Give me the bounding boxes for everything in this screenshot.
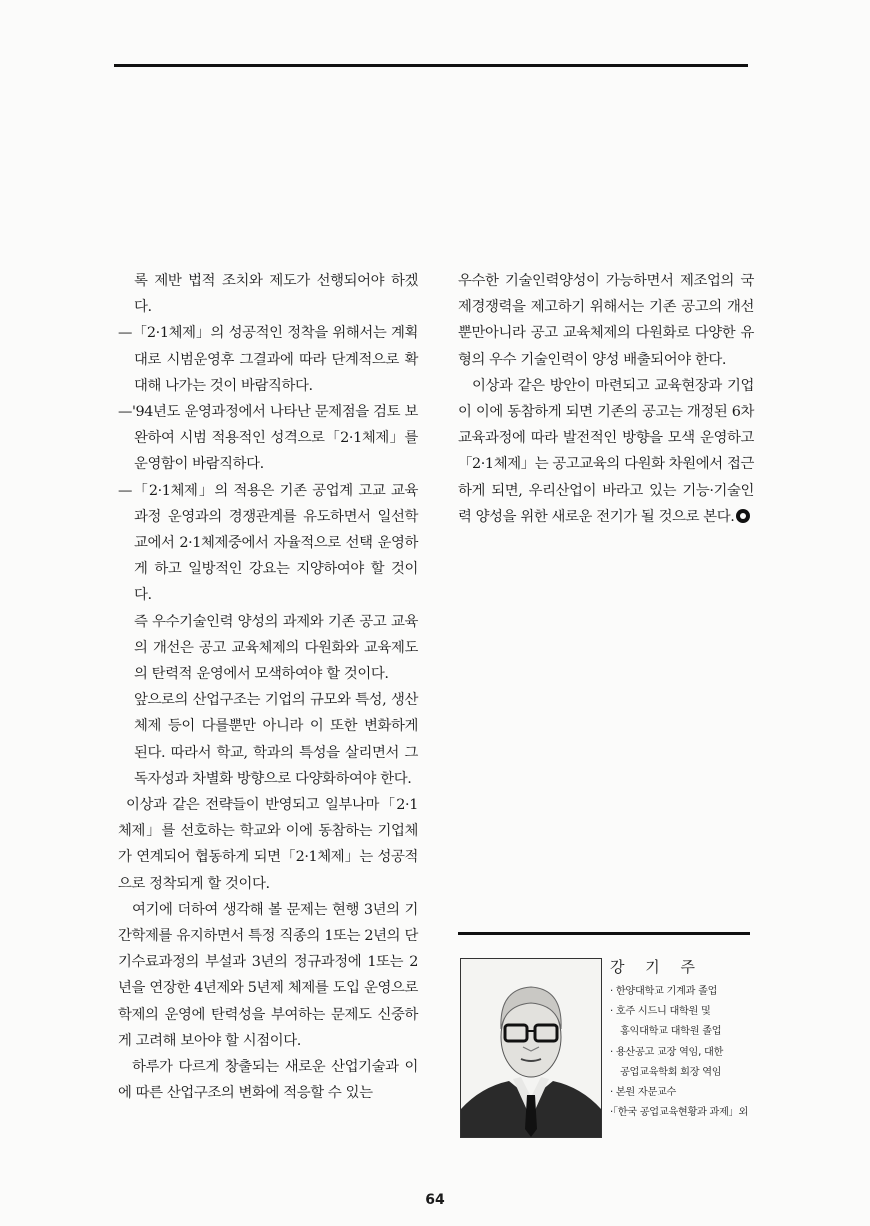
paragraph: 즉 우수기술인력 양성의 과제와 기존 공고 교육의 개선은 공고 교육체제의 다원화와 교육제도의 탄력적 운영에서 모색하여야 할 것이다.	[134, 613, 418, 683]
list-item: —「2·1체제」의 적용은 기존 공업계 고교 교육과정 운영과의 경쟁관계를 유도하면서 일선학교에서 2·1체제중에서 자율적으로 선택 운영하게 하고 일방적인 강요는 지양하여야 할 것이다.	[118, 482, 418, 604]
bio-item: ·「한국 공업교육현황과 과제」외	[610, 1107, 748, 1119]
bio-item: 공업교육학회 회장 역임	[620, 1066, 722, 1078]
paragraph: 록 제반 법적 조치와 제도가 선행되어야 하겠다.	[134, 273, 418, 316]
right-column	[458, 268, 754, 530]
page-number: 64	[425, 1192, 445, 1208]
list-item: —'94년도 운영과정에서 나타난 문제점을 검토 보완하여 시범 적용적인 성격으로「2·1체제」를 운영함이 바람직하다.	[118, 404, 418, 473]
end-mark-icon	[736, 509, 750, 523]
bio-rule	[458, 932, 750, 935]
author-photo	[460, 958, 602, 1138]
paragraph	[458, 373, 754, 530]
paragraph: 이상과 같은 전략들이 반영되고 일부나마「2·1체제」를 선호하는 학교와 이에 동참하는 기업체가 연계되어 협동하게 되면「2·1체제」는 성공적으로 정착되게 할 것이다.	[118, 797, 418, 892]
list-item: —「2·1체제」의 성공적인 정착을 위해서는 계획대로 시범운영후 그결과에 따라 단계적으로 확대해 나가는 것이 바람직하다.	[118, 325, 418, 394]
paragraph: 여기에 더하여 생각해 볼 문제는 현행 3년의 기간학제를 유지하면서 특정 직종의 1또는 2년의 단기수료과정의 부설과 3년의 정규과정에 1또는 2년을 연장한 4년제와 5년제 체제를 도입 운영으로 학제의 운영에 탄력성을 부여하는 문제도 신중하게 고려해 보아야 할 시점이다.	[118, 901, 418, 1049]
paragraph: 앞으로의 산업구조는 기업의 규모와 특성, 생산 체제 등이 다를뿐만 아니라 이 또한 변화하게 된다. 따라서 학교, 학과의 특성을 살리면서 그 독자성과 차별화 방향으로 다양화하여야 한다.	[134, 692, 418, 787]
author-name: 강 기 주	[610, 958, 704, 976]
bio-item: 홍익대학교 대학원 졸업	[620, 1026, 722, 1038]
bio-item: · 용산공고 교장 역임, 대한	[610, 1046, 724, 1058]
paragraph-text: 이상과 같은 방안이 마련되고 교육현장과 기업이 이에 동참하게 되면 기존의 공고는 개정된 6차교육과정에 따라 발전적인 방향을 모색 운영하고「2·1체제」는 공고교육의 다원화 차원에서 접근하게 되면, 우리산업이 바라고 있는 기능·기술인력 양성을 위한 새로운 전기가 될 것으로 본다.	[458, 377, 754, 525]
paragraph: 우수한 기술인력양성이 가능하면서 제조업의 국제경쟁력을 제고하기 위해서는 기존 공고의 개선뿐만아니라 공고 교육체제의 다원화로 다양한 유형의 우수 기술인력이 양성 배출되어야 한다.	[458, 273, 754, 368]
top-rule	[114, 64, 748, 67]
bio-item: · 한양대학교 기계과 졸업	[610, 986, 718, 997]
left-column	[118, 268, 418, 1107]
bio-item: · 본원 자문교수	[610, 1087, 677, 1099]
paragraph: 하루가 다르게 창출되는 새로운 산업기술과 이에 따른 산업구조의 변화에 적응할 수 있는	[118, 1059, 418, 1102]
bio-item: · 호주 시드니 대학원 및	[610, 1006, 711, 1018]
author-bio	[610, 982, 770, 1123]
